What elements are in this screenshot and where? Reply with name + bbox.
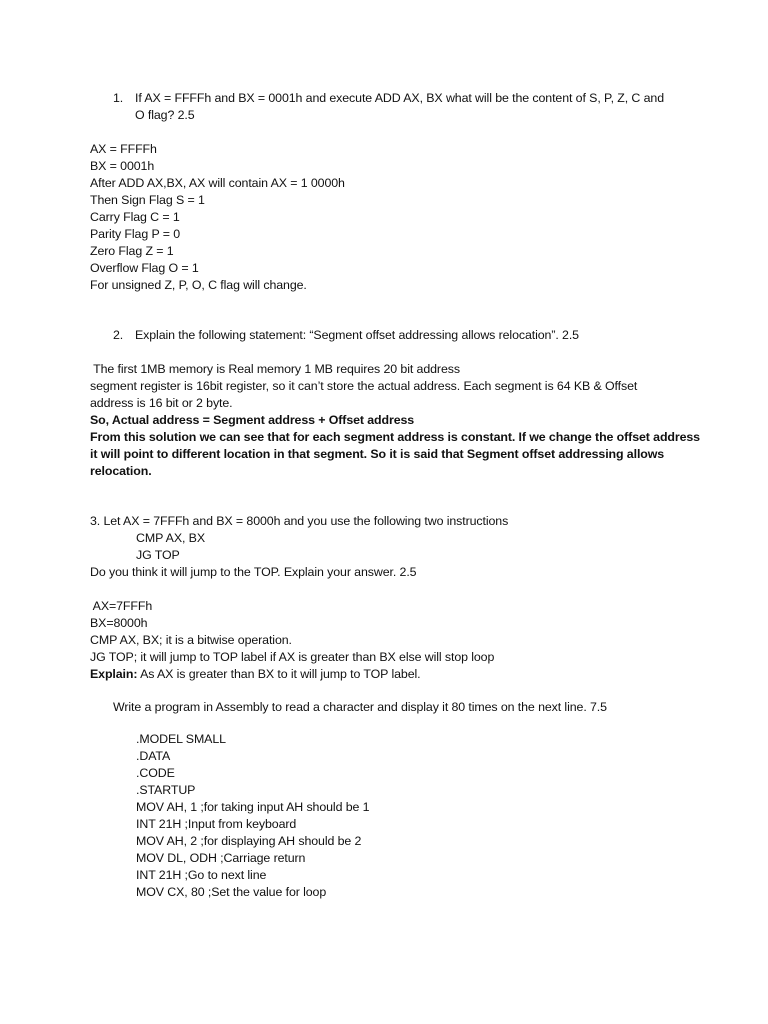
q1-answer-line: Overflow Flag O = 1: [90, 261, 199, 275]
q3-answer-line: BX=8000h: [90, 616, 148, 630]
q3-answer-line: CMP AX, BX; it is a bitwise operation.: [90, 633, 292, 647]
q1-answer-line: After ADD AX,BX, AX will contain AX = 1 0000h: [90, 176, 345, 190]
q1-answer-line: Zero Flag Z = 1: [90, 244, 174, 258]
q1-question-line1: [113, 90, 664, 107]
q2-answer-line: segment register is 16bit register, so it can’t store the actual address. Each segment is 64 KB & Offset: [90, 379, 638, 393]
q1-answer-line: Carry Flag C = 1: [90, 210, 180, 224]
q1-question-text: If AX = FFFFh and BX = 0001h and execute ADD AX, BX what will be the content of S, P, Z, C and: [135, 91, 664, 105]
q4-question: Write a program in Assembly to read a character and display it 80 times on the next line. 7.5: [113, 700, 607, 714]
code-line: .DATA: [136, 749, 171, 763]
q1-answer-line: Parity Flag P = 0: [90, 227, 181, 241]
code-line: MOV AH, 2 ;for displaying AH should be 2: [136, 834, 362, 848]
q3-answer-line: AX=7FFFh: [90, 599, 153, 613]
code-line: MOV DL, ODH ;Carriage return: [136, 851, 306, 865]
q2-formula: Actual address = Segment address + Offset address: [111, 413, 415, 427]
q2-answer-line: address is 16 bit or 2 byte.: [90, 396, 233, 410]
q3-explain-line: [90, 666, 420, 683]
q2-formula-line: [90, 412, 414, 429]
q2-question-text: Explain the following statement: “Segment offset addressing allows relocation”. 2.5: [135, 328, 579, 342]
q3-answer-line: JG TOP; it will jump to TOP label if AX is greater than BX else will stop loop: [90, 650, 495, 664]
q2-formula-prefix: So,: [90, 413, 112, 427]
q1-answer-line: For unsigned Z, P, O, C flag will change.: [90, 278, 307, 292]
code-line: MOV CX, 80 ;Set the value for loop: [136, 885, 327, 899]
code-line: .CODE: [136, 766, 175, 780]
q2-number: 2.: [113, 328, 124, 342]
q2-explanation-line: relocation.: [90, 464, 152, 478]
q2-question: [113, 327, 579, 344]
code-line: INT 21H ;Input from keyboard: [136, 817, 297, 831]
q1-answer-line: AX = FFFFh: [90, 142, 157, 156]
q3-intro: 3. Let AX = 7FFFh and BX = 8000h and you use the following two instructions: [90, 514, 509, 528]
code-line: .MODEL SMALL: [136, 732, 226, 746]
q3-explain-label: Explain:: [90, 667, 138, 681]
q1-answer-line: Then Sign Flag S = 1: [90, 193, 205, 207]
q1-question-line2: O flag? 2.5: [135, 108, 195, 122]
code-line: MOV AH, 1 ;for taking input AH should be 1: [136, 800, 370, 814]
q3-question: Do you think it will jump to the TOP. Explain your answer. 2.5: [90, 565, 417, 579]
q2-explanation-line: From this solution we can see that for each segment address is constant. If we change the offset address: [90, 430, 700, 444]
code-line: INT 21H ;Go to next line: [136, 868, 267, 882]
q1-answer-line: BX = 0001h: [90, 159, 155, 173]
q3-instruction: CMP AX, BX: [136, 531, 206, 545]
q2-answer-line: The first 1MB memory is Real memory 1 MB requires 20 bit address: [90, 362, 460, 376]
q3-explain-text: As AX is greater than BX to it will jump to TOP label.: [137, 667, 421, 681]
q1-number: 1.: [113, 91, 124, 105]
q2-explanation-line: it will point to different location in that segment. So it is said that Segment offset addressing allows: [90, 447, 665, 461]
code-line: .STARTUP: [136, 783, 196, 797]
q3-instruction: JG TOP: [136, 548, 180, 562]
